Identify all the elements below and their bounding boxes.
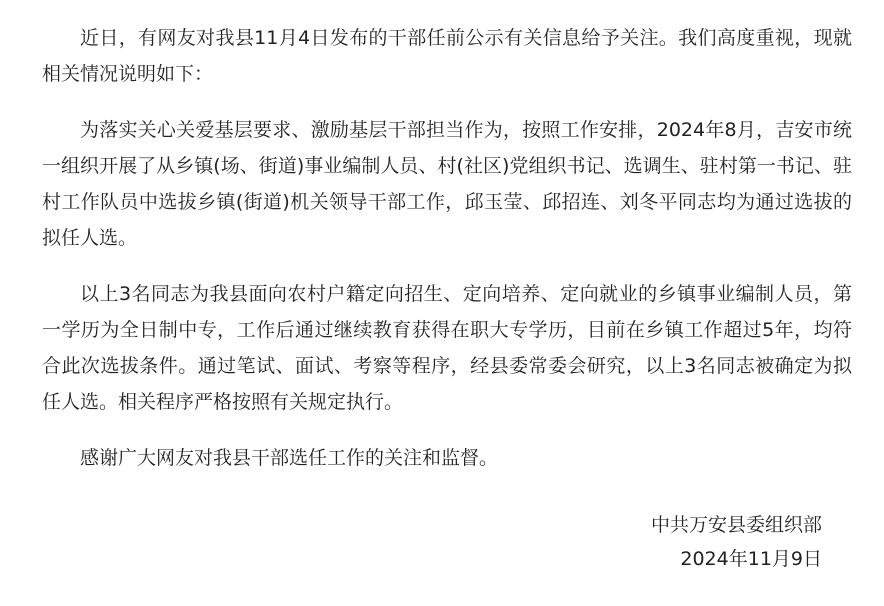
paragraph-details: 以上3名同志为我县面向农村户籍定向招生、定向培养、定向就业的乡镇事业编制人员，第一学历为全日制中专，工作后通过继续教育获得在职大专学历，目前在乡镇工作超过5年，均符合此次选拔条件。通过笔试、面试、考察等程序，经县委常委会研究，以上3名同志被确定为拟任人选。相关程序严格按照有关规定执行。 xyxy=(42,283,852,413)
signature-organization: 中共万安县委组织部 xyxy=(650,514,822,536)
signature-block xyxy=(651,508,822,576)
document-body xyxy=(42,20,852,496)
paragraph-background: 为落实关心关爱基层要求、激励基层干部担当作为，按照工作安排，2024年8月，吉安市统一组织开展了从乡镇(场、街道)事业编制人员、村(社区)党组织书记、选调生、驻村第一书记、驻村工作队员中选拔乡镇(街道)机关领导干部工作，邱玉莹、邱招连、刘冬平同志均为通过选拔的拟任人选。 xyxy=(42,119,852,249)
paragraph-intro: 近日，有网友对我县11月4日发布的干部任前公示有关信息给予关注。我们高度重视，现就相关情况说明如下： xyxy=(42,27,852,85)
paragraph-thanks: 感谢广大网友对我县干部选任工作的关注和监督。 xyxy=(80,447,499,469)
signature-date: 2024年11月9日 xyxy=(680,548,822,570)
